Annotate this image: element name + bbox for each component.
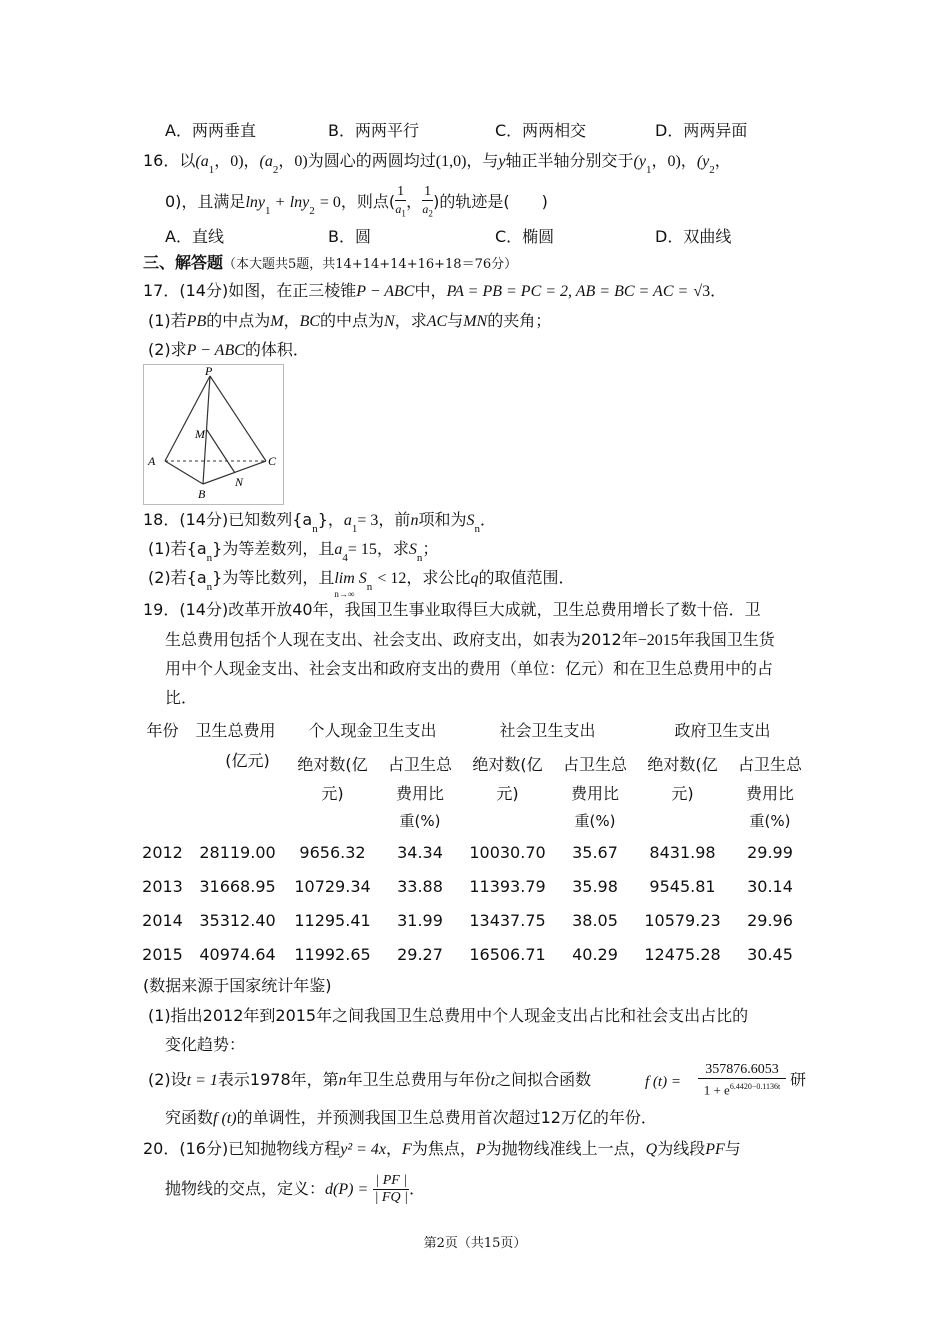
cell-year: 2015 <box>142 945 183 964</box>
q19-part1-line1: (1)指出2012年到2015年之间我国卫生总费用中个人现金支出占比和社会支出占比的 <box>148 1006 749 1025</box>
th-personal: 个人现金卫生支出 <box>308 721 437 740</box>
cell-social-abs: 10030.70 <box>469 843 546 862</box>
cell-gov-abs: 12475.28 <box>644 945 721 964</box>
label-m: M <box>195 427 205 441</box>
th-pct-social-2: 费用比 <box>570 784 619 803</box>
cell-gov-pct: 29.96 <box>747 911 793 930</box>
cell-year: 2012 <box>142 843 183 862</box>
label-c: C <box>268 454 277 468</box>
q16-option-d: D．双曲线 <box>655 227 732 246</box>
q18-part1: (1)若$\{a_n\}$为等差数列，且$a_4= 15$，求$S_n$； <box>148 539 439 564</box>
q15-option-d: D．两两异面 <box>655 121 748 140</box>
th-gov: 政府卫生支出 <box>674 721 771 740</box>
cell-social-pct: 38.05 <box>572 911 618 930</box>
cell-year: 2013 <box>142 877 183 896</box>
label-a: A <box>148 454 156 468</box>
cell-gov-pct: 30.14 <box>747 877 793 896</box>
table-source: (数据来源于国家统计年鉴) <box>143 976 332 995</box>
cell-gov-abs: 9545.81 <box>649 877 716 896</box>
label-b: B <box>198 487 206 501</box>
cell-personal-pct: 34.34 <box>397 843 443 862</box>
q19-line4: 比． <box>165 688 198 707</box>
q16-line2: 0)，且满足lny$_1$ + lny$_2$ = 0，则点( $\frac{1}{a_1}$ ， $\frac{1}{a_2}$ )的轨迹是( ) <box>165 184 548 221</box>
figure-frame <box>144 365 284 505</box>
q18-stem: 18．(14分)已知数列$\{a_n\}$，$a_1= 3$，前n项和为$S_n$． <box>143 510 496 535</box>
cell-personal-pct: 29.27 <box>397 945 443 964</box>
cell-personal-abs: 11295.41 <box>294 911 371 930</box>
cell-social-abs: 11393.79 <box>469 877 546 896</box>
cell-personal-pct: 33.88 <box>397 877 443 896</box>
cell-gov-pct: 30.45 <box>747 945 793 964</box>
label-n: N <box>235 475 244 489</box>
q19-part1-line2: 变化趋势： <box>165 1035 246 1054</box>
cell-total: 40974.64 <box>199 945 276 964</box>
q16-option-b: B．圆 <box>328 227 371 246</box>
th-total: 卫生总费用 <box>195 721 276 740</box>
th-abs-personal-1: 绝对数(亿 <box>297 755 368 774</box>
q15-option-a: A．两两垂直 <box>165 121 256 140</box>
th-abs-personal-2: 元) <box>321 784 344 803</box>
cell-total: 28119.00 <box>199 843 276 862</box>
q19-line2: 生总费用包括个人现在支出、社会支出、政府支出，如表为2012年−2015年我国卫生货 <box>165 630 775 649</box>
q20-line2: 抛物线的交点，定义：d(P) = $\frac{| PF |}{| FQ |}$ ． <box>165 1173 426 1205</box>
th-pct-gov-2: 费用比 <box>745 784 794 803</box>
q16-fraction-2: $\frac{1}{a_2}$ <box>422 184 433 219</box>
q15-option-c: C．两两相交 <box>495 121 587 140</box>
q16-line1: 16．以($a_1$，0)，($a_2$，0)为圆心的两圆均过(1,0)，与y轴正半轴分别交于($y_1$，0)，($y_2$， <box>143 151 731 176</box>
q17-stem: 17．(14分)如图，在正三棱锥P − ABC中，PA = PB = PC = 2, AB = BC = AC = √3． <box>143 281 727 300</box>
cell-gov-pct: 29.99 <box>747 843 793 862</box>
cell-social-pct: 40.29 <box>572 945 618 964</box>
q19-part2-line1-end: 研 <box>790 1070 807 1089</box>
th-pct-personal-3: 重(%) <box>399 812 441 830</box>
q16-number: 16．以 <box>143 151 196 170</box>
q16-fraction-1: $\frac{1}{a_1}$ <box>395 184 406 219</box>
section-3-heading: 三、解答题（本大题共5题，共14+14+14+16+18＝76分） <box>143 253 518 272</box>
q19-part2-line1: (2)设t = 1表示1978年，第n年卫生总费用与年份t之间拟合函数 <box>148 1070 592 1089</box>
q17-part1: (1)若PB的中点为M，BC的中点为N，求AC与MN的夹角； <box>148 311 552 330</box>
label-p: P <box>205 364 213 378</box>
cell-personal-pct: 31.99 <box>397 911 443 930</box>
th-pct-gov-1: 占卫生总 <box>737 755 802 774</box>
th-social: 社会卫生支出 <box>499 721 596 740</box>
q18-part2: (2)若$\{a_n\}$为等比数列，且lim S n→∞ $_n$ < 12，求公比q的取值范围． <box>148 568 575 599</box>
th-pct-social-3: 重(%) <box>574 812 616 830</box>
cell-social-abs: 16506.71 <box>469 945 546 964</box>
q20-line1: 20．(16分)已知抛物线方程y² = 4x，F为焦点，P为抛物线准线上一点，Q为线段PF与 <box>143 1139 741 1158</box>
cell-total: 31668.95 <box>199 877 276 896</box>
pyramid-figure <box>143 364 284 505</box>
th-pct-personal-2: 费用比 <box>395 784 444 803</box>
q19-line1: 19．(14分)改革开放40年，我国卫生事业取得巨大成就，卫生总费用增长了数十倍．卫 <box>143 600 761 619</box>
limit-expression: lim S <box>334 570 367 587</box>
cell-social-pct: 35.67 <box>572 843 618 862</box>
th-pct-personal-1: 占卫生总 <box>387 755 452 774</box>
th-pct-gov-3: 重(%) <box>749 812 791 830</box>
q20-ratio: $\frac{| PF |}{| FQ |}$ <box>374 1173 408 1205</box>
cell-gov-abs: 10579.23 <box>644 911 721 930</box>
th-total-unit: (亿元) <box>225 751 270 770</box>
cell-personal-abs: 10729.34 <box>294 877 371 896</box>
cell-personal-abs: 11992.65 <box>294 945 371 964</box>
cell-personal-abs: 9656.32 <box>299 843 366 862</box>
q19-part2-line2: 究函数f (t)的单调性，并预测我国卫生总费用首次超过12万亿的年份． <box>165 1108 657 1127</box>
cell-total: 35312.40 <box>199 911 276 930</box>
q19-line3: 用中个人现金支出、社会支出和政府支出的费用（单位：亿元）和在卫生总费用中的占 <box>165 659 774 678</box>
th-pct-social-1: 占卫生总 <box>562 755 627 774</box>
th-abs-gov-1: 绝对数(亿 <box>647 755 718 774</box>
cell-year: 2014 <box>142 911 183 930</box>
th-year: 年份 <box>146 721 179 740</box>
q16-option-c: C．椭圆 <box>495 227 555 246</box>
th-abs-gov-2: 元) <box>671 784 694 803</box>
cell-social-abs: 13437.75 <box>469 911 546 930</box>
cell-gov-abs: 8431.98 <box>649 843 716 862</box>
q16-option-a: A．直线 <box>165 227 224 246</box>
page-footer: 第2页（共15页） <box>423 1236 527 1251</box>
cell-social-pct: 35.98 <box>572 877 618 896</box>
th-abs-social-2: 元) <box>496 784 519 803</box>
q15-option-b: B．两两平行 <box>328 121 419 140</box>
q17-part2: (2)求P − ABC的体积． <box>148 340 309 359</box>
th-abs-social-1: 绝对数(亿 <box>472 755 543 774</box>
